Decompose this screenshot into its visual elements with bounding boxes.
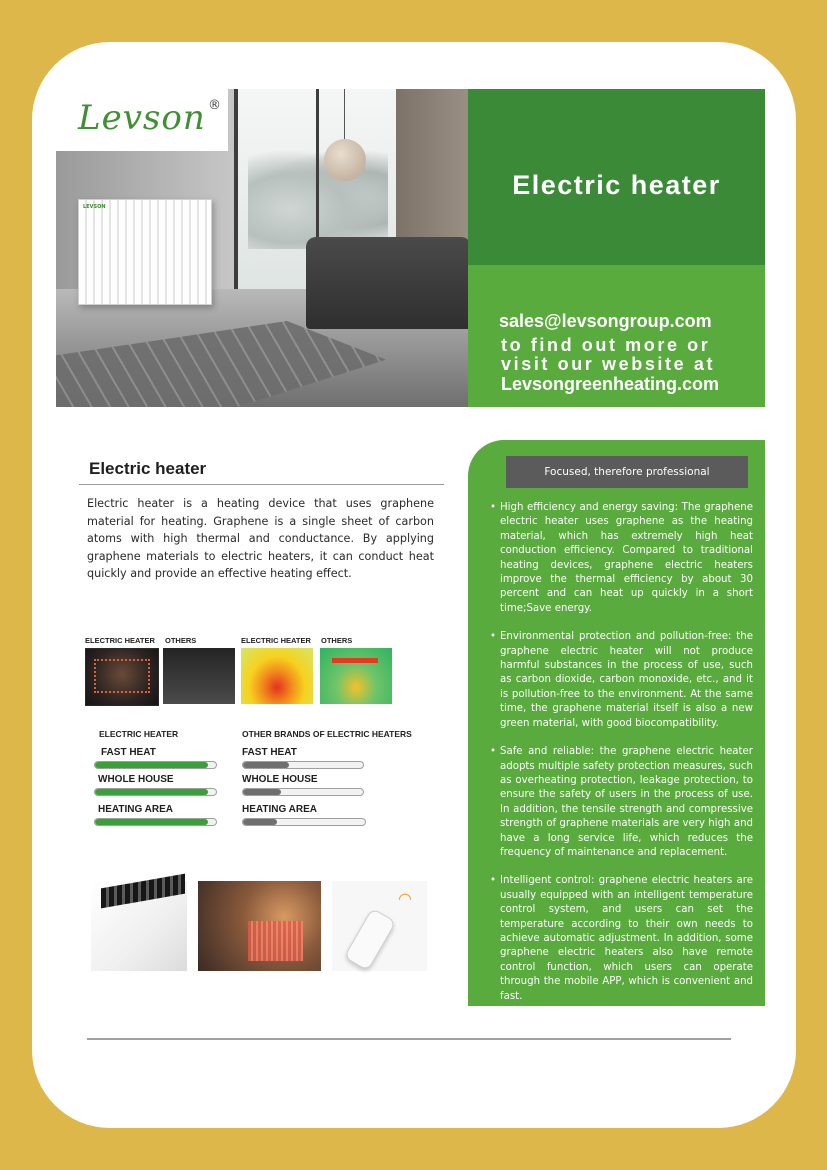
electric-heater-room-image [85, 648, 159, 706]
metric-label-fast-heat: FAST HEAT [242, 747, 297, 758]
article-body: Electric heater is a heating device that uses graphene material for heating. Graphene is a single sheet of carbon atoms with high thermal and conductance. By applying graphene materials to electric heaters, it can conduct heat quickly and provide an effective heating effect. [87, 497, 434, 581]
feature-point: • Safe and reliable: the graphene electric heater adopts multiple safety protection measures, such as overheating protection, leakage protection, to ensure the safety of users in the process of use. In addition, the tensile strength and compressive strength of graphene materials are very high and have a long service life, which reduces the frequency of maintenance and replacement. [490, 745, 753, 860]
features-list [490, 501, 753, 1018]
registered-mark: ® [208, 98, 221, 113]
article-title: Electric heater [89, 459, 207, 478]
hero-sofa [306, 237, 468, 329]
metric-label-heating-area: HEATING AREA [242, 804, 317, 815]
metric-label-whole-house: WHOLE HOUSE [242, 774, 318, 785]
brand-logo: Levson [78, 98, 206, 138]
electric-heater-thermal-image [241, 648, 313, 704]
hero-title: Electric heater [512, 170, 721, 200]
footer-divider [87, 1038, 731, 1040]
feature-point: • High efficiency and energy saving: The graphene electric heater uses graphene as the heating material, which has extremely high heat conduction efficiency. Compared to traditional heating devices, graphene electric heaters improve the thermal efficiency by about 30 percent and can heat up quickly in a short time;Save energy. [490, 501, 753, 616]
brochure-page [32, 42, 796, 1128]
thumb-label-others: OTHERS [321, 636, 353, 645]
other-brands-fast-heat-bar [242, 761, 364, 769]
thumb-label-electric-heater: ELECTRIC HEATER [85, 636, 155, 645]
metric-label-fast-heat: FAST HEAT [101, 747, 156, 758]
contact-website[interactable]: Levsongreenheating.com [501, 374, 720, 394]
heater-in-room-photo [198, 881, 321, 971]
electric-heater-fast-heat-bar [94, 761, 217, 769]
thumb-label-others: OTHERS [165, 636, 197, 645]
electric-heater-whole-house-bar [94, 788, 217, 796]
remote-control [344, 908, 397, 971]
hero-pendant-lamp [324, 139, 366, 181]
comparison-heading-other-brands: OTHER BRANDS OF ELECTRIC HEATERS [242, 729, 412, 739]
others-thermal-image [320, 648, 392, 704]
others-room-image [163, 648, 235, 704]
feature-point: • Intelligent control: graphene electric heaters are usually equipped with an intelligent temperature control system, and users can set the temperature according to their own needs to achieve automatic adjustment. In addition, some graphene electric heaters also have remote control function, which users can operate through the mobile APP, which is convenient and fast. [490, 874, 753, 1004]
radiator-closeup-photo [91, 881, 187, 971]
contact-email[interactable]: sales@levsongroup.com [499, 311, 712, 331]
hero-radiator: LEVSON [78, 199, 212, 305]
features-heading: Focused, therefore professional [506, 456, 748, 488]
other-brands-whole-house-bar [242, 788, 364, 796]
metric-label-whole-house: WHOLE HOUSE [98, 774, 174, 785]
remote-control-photo [332, 881, 427, 971]
contact-line-1: to find out more or [501, 335, 711, 355]
electric-heater-heating-area-bar [94, 818, 217, 826]
article-divider [79, 484, 444, 485]
contact-line-2: visit our website at [501, 354, 716, 374]
feature-point: • Environmental protection and pollution-free: the graphene electric heater will not produce harmful substances in the process of use, such as carbon dioxide, carbon monoxide, etc., and it is pollution-free to the environment. At the same time, the graphene material itself is also a new green material, with good biocompatibility. [490, 630, 753, 731]
other-brands-heating-area-bar [242, 818, 366, 826]
comparison-heading-electric-heater: ELECTRIC HEATER [99, 729, 179, 739]
wifi-icon: ◠ [398, 889, 412, 908]
thumb-label-electric-heater: ELECTRIC HEATER [241, 636, 311, 645]
metric-label-heating-area: HEATING AREA [98, 804, 173, 815]
